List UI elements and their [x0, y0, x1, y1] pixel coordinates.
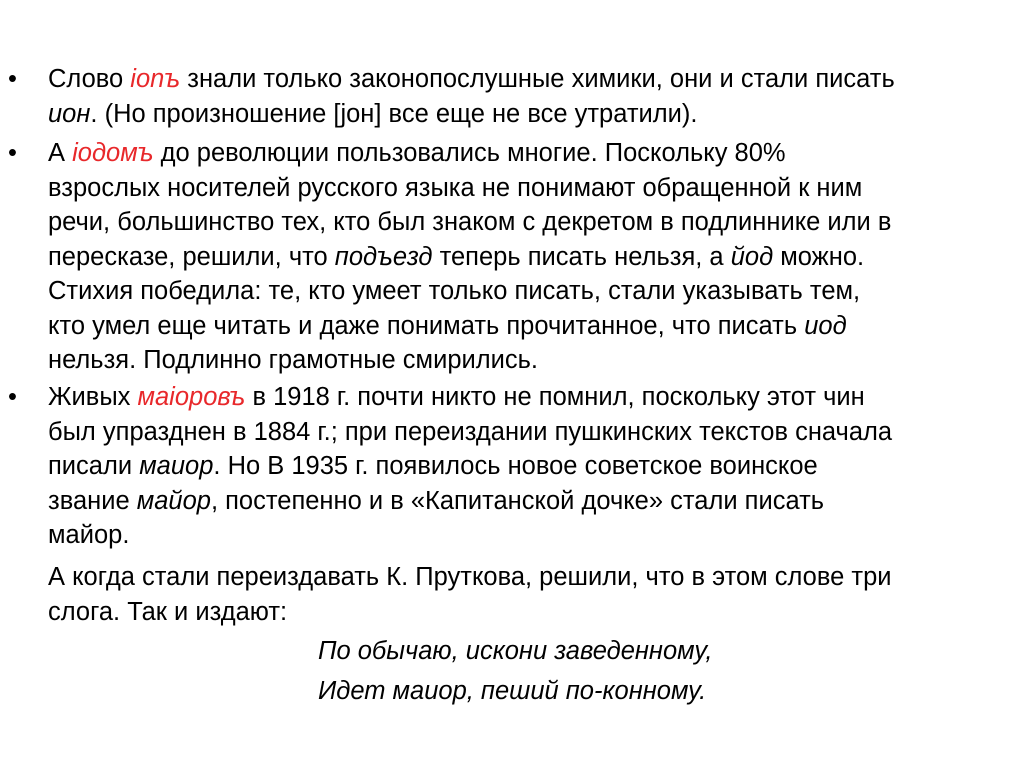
text-line: кто умел еще читать и даже понимать прочитанное, что писать иод [48, 311, 847, 340]
text-line: Слово ionъ знали только законопослушные химики, они и стали писать [48, 65, 895, 93]
poem-line-2: Идет маиор, пеший по-конному. [318, 677, 707, 705]
text-line: взрослых носителей русского языка не понимают обращенной к ним [48, 173, 863, 202]
text-line: А когда стали переиздавать К. Пруткова, решили, что в этом слове три [48, 563, 892, 591]
italic-word: ион [48, 99, 91, 128]
text-line: Живых маiоровъ в 1918 г. почти никто не помнил, поскольку этот чин [48, 383, 865, 411]
bullet-paragraph-ion [8, 62, 998, 131]
highlighted-word: маiоровъ [137, 383, 246, 411]
text-line: слога. Так и издают: [48, 597, 288, 626]
text-line: пересказе, решили, что подъезд теперь писать нельзя, а йод можно. [48, 242, 865, 271]
text-line: был упразднен в 1884 г.; при переиздании пушкинских текстов сначала [48, 417, 893, 446]
italic-word: маиор [139, 452, 214, 480]
bullet-paragraph-maior [8, 380, 998, 553]
highlighted-word: ionъ [130, 65, 181, 93]
text-line: А iодомъ до революции пользовались многие. Поскольку 80% [48, 139, 786, 167]
bullet-paragraph-iod [8, 136, 998, 378]
italic-word: иод [804, 311, 847, 340]
paragraph-prutkov [48, 560, 998, 629]
poem-line-1: По обычаю, искони заведенному, [318, 637, 713, 665]
text-line: речи, большинство тех, кто был знаком с декретом в подлиннике или в [48, 208, 892, 236]
bullet-marker: • [8, 139, 17, 167]
text-line: звание майор, постепенно и в «Капитанской дочке» стали писать [48, 486, 825, 515]
text-line: Стихия победила: те, кто умеет только писать, стали указывать тем, [48, 277, 861, 305]
text-line: писали маиор. Но В 1935 г. появилось новое советское воинское [48, 452, 818, 480]
bullet-marker: • [8, 65, 17, 93]
text-line: майор. [48, 521, 130, 549]
italic-word: йод [730, 242, 774, 271]
text-line: нельзя. Подлинно грамотные смирились. [48, 346, 539, 374]
italic-word: подъезд [334, 242, 433, 271]
text-line: ион. (Но произношение [jон] все еще не все утратили). [48, 99, 698, 128]
italic-word: майор [136, 486, 211, 515]
bullet-marker: • [8, 383, 17, 411]
highlighted-word: iодомъ [72, 139, 154, 167]
